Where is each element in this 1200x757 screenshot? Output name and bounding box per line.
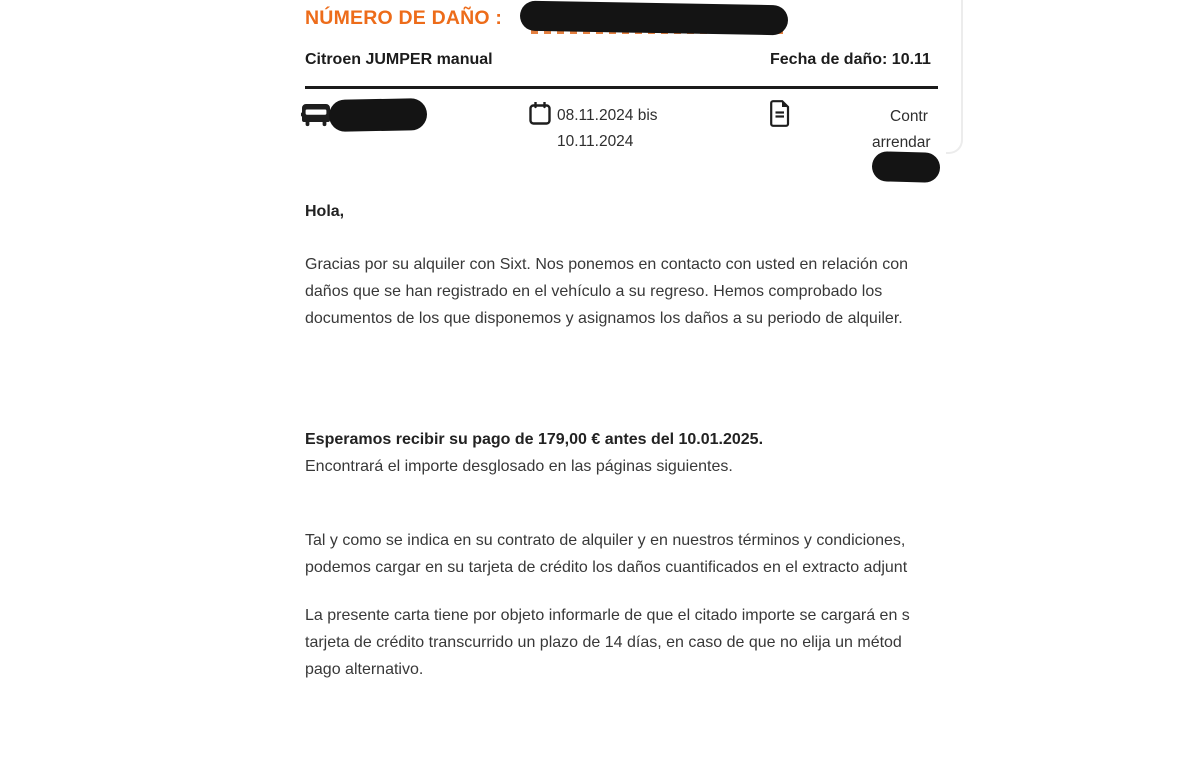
paragraph-terms — [305, 527, 907, 581]
document-icon — [769, 100, 791, 127]
panel-edge — [946, 0, 963, 154]
damage-date: Fecha de daño: 10.11 — [770, 51, 931, 68]
damage-number-label: NÚMERO DE DAÑO : — [305, 7, 503, 29]
car-icon — [301, 103, 331, 127]
paragraph-charge-notice — [305, 602, 910, 683]
greeting: Hola, — [305, 203, 345, 220]
paragraph-terms-line1: Tal y como se indica en su contrato de alquiler y en nuestros términos y condiciones, — [305, 532, 906, 549]
rental-period-line1: 08.11.2024 bis — [557, 107, 658, 124]
paragraph-charge-notice-line2: tarjeta de crédito transcurrido un plazo de 14 días, en caso de que no elija un métod — [305, 634, 902, 651]
paragraph-charge-notice-line1: La presente carta tiene por objeto informarle de que el citado importe se cargará en s — [305, 607, 910, 624]
vehicle-model: Citroen JUMPER manual — [305, 51, 493, 68]
paragraph-intro-line2: daños que se han registrado en el vehículo a su regreso. Hemos comprobado los — [305, 283, 883, 300]
license-plate-redaction — [329, 98, 428, 132]
paragraph-intro — [305, 251, 908, 332]
payment-request: Esperamos recibir su pago de 179,00 € antes del 10.01.2025. — [305, 431, 764, 448]
damage-number-redaction — [520, 1, 788, 36]
contract-label-line1: Contr — [890, 108, 928, 125]
paragraph-intro-line3: documentos de los que disponemos y asignamos los daños a su periodo de alquiler. — [305, 310, 903, 327]
paragraph-intro-line1: Gracias por su alquiler con Sixt. Nos ponemos en contacto con usted en relación con — [305, 256, 908, 273]
calendar-icon — [529, 102, 551, 125]
contract-label-line2: arrendar — [872, 134, 931, 151]
payment-note: Encontrará el importe desglosado en las páginas siguientes. — [305, 458, 733, 475]
rental-period — [557, 103, 658, 155]
header-divider — [305, 86, 938, 89]
paragraph-terms-line2: podemos cargar en su tarjeta de crédito los daños cuantificados en el extracto adjunt — [305, 559, 908, 576]
contract-number-redaction — [872, 151, 940, 183]
rental-period-line2: 10.11.2024 — [557, 133, 634, 150]
paragraph-charge-notice-line3: pago alternativo. — [305, 661, 424, 678]
